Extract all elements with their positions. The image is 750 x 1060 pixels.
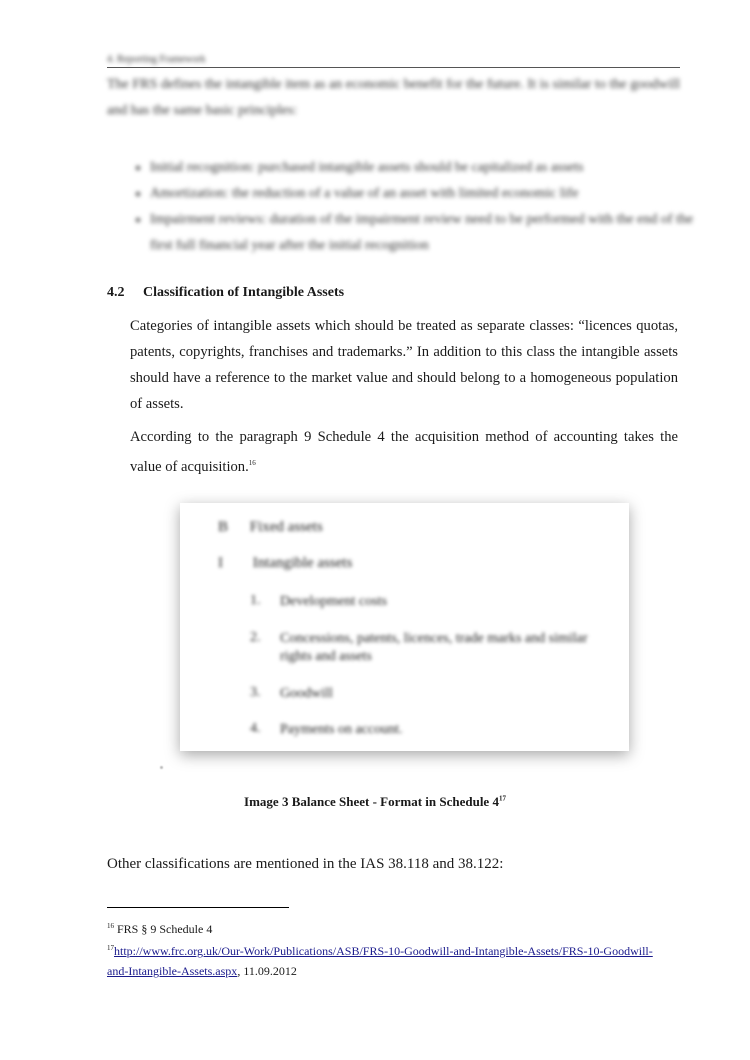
figure-item-text: Concessions, patents, licences, trade marks and similar rights and assets — [280, 631, 588, 664]
figure-item-number: 1. — [250, 593, 261, 608]
figure-item-number: 3. — [250, 685, 261, 700]
bullet-item: • Impairment reviews: duration of the impairment review need to be performed with the end of the first full financial year after the initial recognition — [150, 207, 700, 259]
stray-mark — [160, 766, 163, 769]
intro-paragraph: The FRS defines the intangible item as an economic benefit for the future. It is similar to the goodwill and has the same basic principles: — [107, 77, 680, 118]
header-rule — [107, 67, 680, 68]
figure-item-text: Goodwill — [280, 686, 333, 701]
footnote-text: FRS § 9 Schedule 4 — [117, 922, 213, 936]
figure-group-title: Intangible assets — [252, 555, 353, 571]
figure-group-numeral: I — [218, 555, 223, 571]
footnote-17 — [107, 938, 667, 981]
footnote-ref: 17 — [498, 794, 506, 803]
figure-section-letter: B — [218, 519, 229, 535]
figure-item-text: Payments on account. — [280, 722, 403, 737]
figure-item-number: 2. — [250, 630, 261, 645]
section-title: Classification of Intangible Assets — [143, 285, 345, 300]
footnote-16 — [107, 916, 212, 939]
paragraph-text: According to the paragraph 9 Schedule 4 the acquisition method of accounting takes the value of acquisition. — [130, 429, 678, 475]
bullet-list — [130, 155, 700, 259]
footnote-ref: 16 — [248, 459, 256, 467]
balance-sheet-image — [180, 503, 629, 751]
body-paragraph: Categories of intangible assets which should be treated as separate classes: “licences quotas, patents, copyrights, franchises and trademarks.” In addition to this class the intangible assets should have a reference to the market value and should belong to a homogeneous population of assets. — [130, 318, 678, 412]
other-classifications-line: Other classifications are mentioned in the IAS 38.118 and 38.122: — [107, 856, 504, 872]
footnote-separator — [107, 907, 289, 908]
figure-caption — [0, 794, 750, 810]
figure-section-title: Fixed assets — [249, 519, 323, 535]
section-heading — [107, 285, 344, 301]
caption-text: Image 3 Balance Sheet - Format in Schedule 4 — [244, 794, 499, 809]
footnote-link[interactable]: http://www.frc.org.uk/Our-Work/Publications/ASB/FRS-10-Goodwill-and-Intangible-Assets/FRS-10-Goodwill-and-Intangible-Assets.aspx — [107, 944, 653, 978]
footnote-number: 16 — [107, 922, 114, 930]
figure-group-row — [218, 555, 352, 572]
bullet-item: • Amortization: the reduction of a value of an asset with limited economic life — [150, 181, 700, 207]
body-paragraph — [130, 424, 678, 480]
section-number: 4.2 — [107, 285, 125, 300]
figure-item-number: 4. — [250, 721, 261, 736]
footnote-number: 17 — [107, 944, 114, 952]
running-header: 4. Reporting Framework — [107, 54, 206, 65]
figure-item-text: Development costs — [280, 594, 387, 609]
footnote-date: , 11.09.2012 — [237, 964, 297, 978]
bullet-item: • Initial recognition: purchased intangible assets should be capitalized as assets — [150, 155, 700, 181]
figure-section-row — [218, 519, 323, 536]
